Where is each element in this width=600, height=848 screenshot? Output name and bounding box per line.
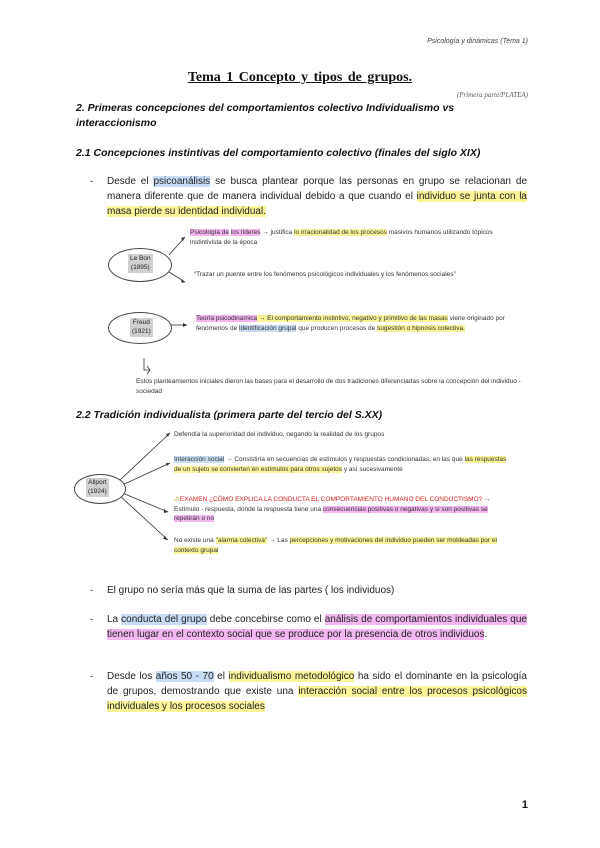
highlight: individuo se junta con la masa pierde su identidad individual.	[107, 191, 527, 217]
page-header: Psicología y dinámicas (Tema 1)	[427, 38, 528, 45]
connector-line	[120, 492, 168, 512]
bullet-marker: -	[90, 585, 93, 595]
bullet-marker: -	[90, 671, 93, 681]
highlight: psicoanálisis	[153, 176, 211, 187]
connector-line	[120, 433, 170, 480]
highlight: conducta del grupo	[121, 614, 207, 625]
le-bon-quote: “Trazar un puente entre los fenómenos psicológicos individuales y los fenómenos sociales”	[194, 271, 456, 278]
allport-note-2: Interacción social → Consistiría en secuencias de estímulos y respuestas condicionadas, en las que las respuestas de un sujeto se convierten en estímulos para otros sujetos y así sucesivamente	[174, 456, 507, 473]
allport-note-4: No existe una "alarma colectiva" → Las percepciones y motivaciones del individuo pueden ser moldeadas por el contexto grupal	[174, 537, 497, 554]
bullet-marker: -	[90, 176, 93, 186]
section-2-1-heading: 2.1 Concepciones instintivas del comportamiento colectivo (finales del siglo XIX)	[76, 147, 481, 159]
section-2-heading: 2. Primeras concepciones del comportamientos colectivo Individualismo vs interaccionismo	[76, 102, 455, 129]
diagram-1-conclusion: Estos planteamientos iniciales dieron las bases para el desarrollo de dos tradiciones diferenciadas sobre la concepción del individuo - sociedad	[136, 378, 521, 395]
page-subtitle: (Primera parte/PLATEA)	[456, 91, 528, 99]
highlight: individualismo metodológico	[228, 671, 355, 682]
allport-note-1: Defendía la superioridad del individuo, negando la realidad de los grupos	[174, 431, 385, 438]
highlight: análisis de comportamientos individuales que tienen lugar en el contexto social que se produce por la presencia de otros individuos	[107, 614, 527, 640]
page-number: 1	[521, 799, 528, 811]
bullet-3-paragraph: La conducta del grupo debe concebirse como el análisis de comportamientos individuales que tienen lugar en el contexto social que se produce por la presencia de otros individuos.	[107, 614, 527, 640]
le-bon-note: Psicología de los líderes → justifica lo irracionalidad de los procesos masivos humanos utilizando tópicos instintivista de la época	[190, 229, 493, 246]
warning-icon: ⚠	[174, 496, 180, 503]
connector-line	[169, 272, 185, 282]
connector-line	[120, 463, 170, 486]
page-title: Tema 1 Concepto y tipos de grupos.	[187, 70, 413, 85]
highlight: años 50 - 70	[155, 671, 214, 682]
freud-note: Teoría psicodinamica → El comportamiento instintivo, negativo y primitivo de las masas viene originado por fenómenos de identificación grupal que producen procesos de sugestión o hipnosis colectiva.	[196, 315, 505, 332]
bullet-1-paragraph: Desde el psicoanálisis se busca plantear porque las personas en grupo se relacionan de manera diferente que de manera individual debido a que cuando el individuo se junta con la masa pierde su identidad individual.	[107, 176, 528, 217]
section-2-2-heading: 2.2 Tradición individualista (primera parte del tercio del S.XX)	[76, 409, 383, 421]
freud-label: Freud (1921)	[130, 318, 153, 337]
bullet-2-paragraph: El grupo no sería más que la suma de las partes ( los individuos)	[107, 585, 395, 596]
connector-line	[120, 496, 168, 540]
allport-label: Allport (1924)	[86, 478, 109, 497]
bullet-4-paragraph: Desde los años 50 - 70 el individualismo metodológico ha sido el dominante en la psicología de grupos, demostrando que existe una interacción social entre los procesos psicológicos individuales y los procesos sociales	[107, 671, 527, 712]
highlight: interacción social entre los procesos psicológicos individuales y los procesos sociales	[107, 686, 527, 712]
le-bon-label: Le Bon (1895)	[128, 254, 153, 273]
allport-note-3: ⚠EXAMEN ¿CÓMO EXPLICA LA CONDUCTA EL COMPORTAMIENTO HUMANO DEL CONDUCTISMO? → Estímulo - respuesta, donde la respuesta tiene una consecuencias positivas o negativas y si son positivas se repetirán o no	[174, 496, 491, 522]
bullet-marker: -	[90, 614, 93, 624]
